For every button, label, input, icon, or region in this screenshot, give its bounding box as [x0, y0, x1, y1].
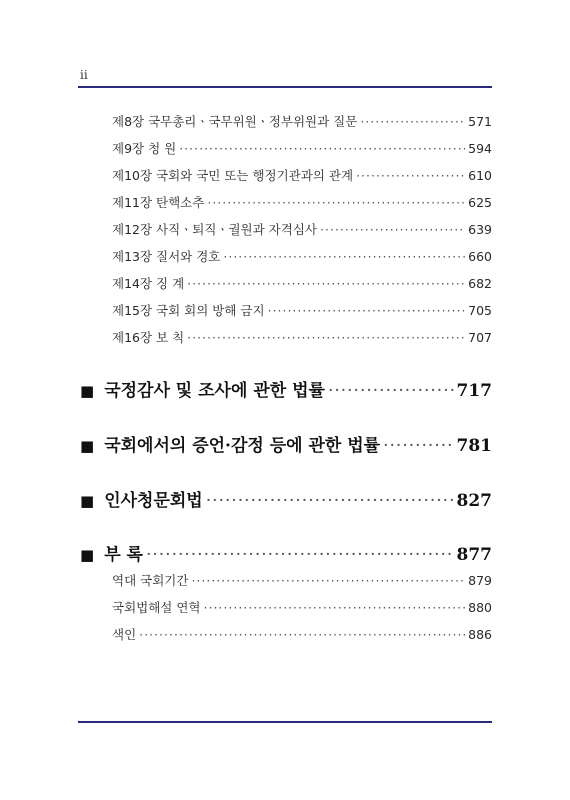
toc-entry-chapter-16[interactable] — [112, 328, 492, 346]
leader-dots — [187, 276, 465, 291]
toc-main-label: 국정감사 및 조사에 관한 법률 — [104, 381, 325, 401]
toc-entry-label: 제15장 국회 회의 방해 금지 — [112, 303, 265, 318]
toc-entry-page: 707 — [468, 330, 492, 345]
leader-dots — [204, 600, 466, 615]
toc-entry-label: 제10장 국회와 국민 또는 행정기관과의 관계 — [112, 168, 354, 183]
toc-entry-page: 625 — [468, 195, 492, 210]
toc-entry-label: 제9장 청 원 — [112, 141, 177, 156]
toc-entry-label: 색인 — [112, 627, 137, 642]
toc-entry-page: 660 — [468, 249, 492, 264]
toc-main-label: 부 록 — [104, 545, 143, 565]
toc-entry-chapter-14[interactable] — [112, 274, 492, 292]
toc-entry-commentary-history[interactable] — [112, 598, 492, 616]
toc-entry-assembly-terms[interactable] — [112, 571, 492, 589]
toc-entry-chapter-9[interactable] — [112, 139, 492, 157]
toc-main-page: 781 — [456, 436, 492, 456]
square-bullet-icon: ■ — [80, 546, 95, 564]
leader-dots — [383, 436, 453, 456]
toc-main-label: 국회에서의 증언·감정 등에 관한 법률 — [104, 436, 381, 456]
leader-dots — [179, 141, 465, 156]
toc-entry-chapter-10[interactable] — [112, 166, 492, 184]
leader-dots — [360, 114, 465, 129]
toc-entry-page: 571 — [468, 114, 492, 129]
toc-entry-label: 제16장 보 칙 — [112, 330, 185, 345]
leader-dots — [191, 573, 465, 588]
toc-entry-page: 705 — [468, 303, 492, 318]
page-number: ii — [80, 68, 88, 82]
toc-entry-chapter-11[interactable] — [112, 193, 492, 211]
toc-entry-label: 국회법해설 연혁 — [112, 600, 201, 615]
toc-entry-page: 886 — [468, 627, 492, 642]
square-bullet-icon: ■ — [80, 492, 95, 510]
square-bullet-icon: ■ — [80, 382, 95, 400]
toc-main-entry-appendix[interactable] — [80, 540, 492, 565]
leader-dots — [356, 168, 465, 183]
toc-entry-label: 역대 국회기간 — [112, 573, 189, 588]
leader-dots — [146, 545, 454, 565]
toc-entry-index[interactable] — [112, 625, 492, 643]
toc-entry-page: 682 — [468, 276, 492, 291]
leader-dots — [268, 303, 466, 318]
footer-rule — [78, 721, 492, 723]
toc-main-entry-hearing-act[interactable] — [80, 486, 492, 511]
toc-main-entry-testimony-act[interactable] — [80, 431, 492, 456]
toc-entry-page: 880 — [468, 600, 492, 615]
toc-entry-page: 879 — [468, 573, 492, 588]
toc-entry-label: 제14장 징 계 — [112, 276, 185, 291]
leader-dots — [320, 222, 465, 237]
leader-dots — [207, 195, 465, 210]
toc-entry-chapter-13[interactable] — [112, 247, 492, 265]
leader-dots — [187, 330, 465, 345]
toc-main-entry-audit-act[interactable] — [80, 376, 492, 401]
toc-entry-label: 제11장 탄핵소추 — [112, 195, 205, 210]
toc-entry-chapter-15[interactable] — [112, 301, 492, 319]
square-bullet-icon: ■ — [80, 437, 95, 455]
toc-entry-chapter-8[interactable] — [112, 112, 492, 130]
toc-entry-label: 제8장 국무총리ㆍ국무위원ㆍ정부위원과 질문 — [112, 114, 358, 129]
toc-entry-label: 제13장 질서와 경호 — [112, 249, 221, 264]
toc-entry-label: 제12장 사직ㆍ퇴직ㆍ궐원과 자격심사 — [112, 222, 317, 237]
toc-entry-page: 594 — [468, 141, 492, 156]
leader-dots — [328, 381, 454, 401]
toc-entry-chapter-12[interactable] — [112, 220, 492, 238]
header-rule — [78, 86, 492, 88]
toc-main-page: 827 — [456, 491, 492, 511]
toc-main-label: 인사청문회법 — [104, 491, 203, 511]
toc-main-page: 877 — [456, 545, 492, 565]
leader-dots — [223, 249, 465, 264]
toc-main-page: 717 — [456, 381, 492, 401]
leader-dots — [206, 491, 454, 511]
toc-entry-page: 639 — [468, 222, 492, 237]
leader-dots — [139, 627, 465, 642]
toc-entry-page: 610 — [468, 168, 492, 183]
